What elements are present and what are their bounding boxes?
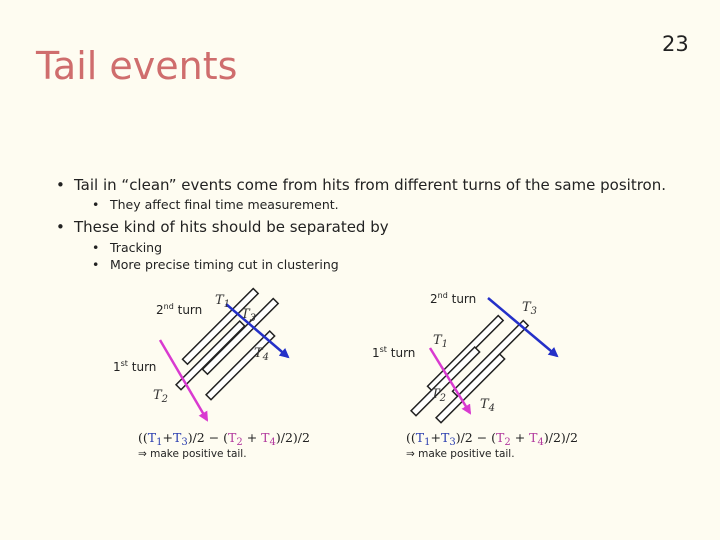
second-turn-label: 2nd turn [430,291,477,306]
slide-title: Tail events [36,44,238,88]
bullet-dot: • [56,176,65,194]
label-t2: $T_2$ [431,387,447,404]
bullet-text: More precise timing cut in clustering [110,257,339,272]
bullet-dot: • [56,218,65,236]
diagram-left [113,289,310,460]
bullet-text: Tracking [110,240,163,255]
bullet-dot: • [92,257,100,272]
note-left: ⇒ make positive tail. [138,448,247,460]
label-t4: $T_4$ [480,397,496,414]
formula-right: $((T_1+T_3)/2 - (T_2 + T_4)/2)/2$ [406,430,578,448]
label-t1: $T_1$ [215,293,231,310]
label-t1: $T_1$ [433,333,449,350]
first-turn-label: 1st turn [372,345,416,360]
bullet-text: They affect final time measurement. [110,197,339,212]
note-right: ⇒ make positive tail. [406,448,515,460]
second-turn-label: 2nd turn [156,302,203,317]
counter-bars [411,316,528,423]
bullet-text: Tail in “clean” events come from hits from different turns of the same positron. [74,176,667,194]
label-t2: $T_2$ [153,388,169,405]
bullet-dot: • [92,240,100,255]
label-t4: $T_4$ [254,346,270,363]
bullet-text: These kind of hits should be separated by [74,218,389,236]
label-t3: $T_3$ [241,307,257,324]
bullet-dot: • [92,197,100,212]
diagram-right [372,291,578,460]
page-number: 23 [662,32,689,56]
label-t3: $T_3$ [522,300,538,317]
formula-left: $((T_1+T_3)/2 - (T_2 + T_4)/2)/2$ [138,430,310,448]
first-turn-label: 1st turn [113,359,157,374]
